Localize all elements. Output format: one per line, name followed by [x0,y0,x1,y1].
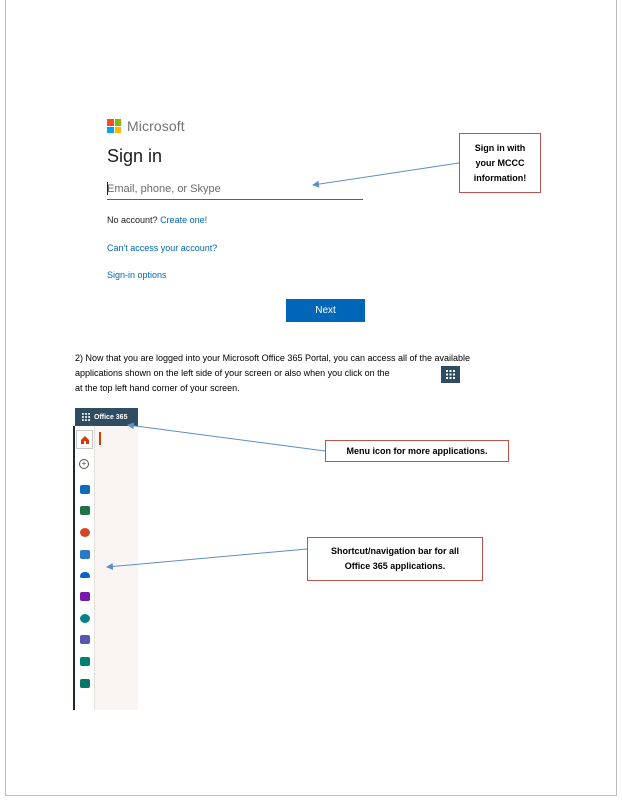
cant-access-link[interactable]: Can't access your account? [107,243,218,253]
shortcut-callout-line: Office 365 applications. [344,561,446,571]
page-title: Sign in [107,146,163,166]
instruction-line: at the top left hand corner of your screen. [75,383,240,393]
create-account-link[interactable]: Create one! [160,215,208,225]
shortcut-callout-line: Shortcut/navigation bar for all [330,546,459,556]
menu-callout: Menu icon for more applications. [325,440,509,462]
signin-callout-line: information! [473,172,527,183]
menu-arrow [128,425,325,451]
shortcut-arrow [107,549,307,567]
no-account-label: No account? [107,215,158,225]
next-button[interactable]: Next [286,299,365,322]
instruction-line: 2) Now that you are logged into your Microsoft Office 365 Portal, you can access all of the available [75,353,471,363]
signin-callout-line: your MCCC [475,157,525,168]
signin-arrow [313,163,459,185]
sign-in-options-link[interactable]: Sign-in options [107,270,167,280]
microsoft-brand-text: Microsoft [127,118,185,134]
instruction-line: applications shown on the left side of your screen or also when you click on the [75,368,390,378]
signin-callout-line: Sign in with [474,142,526,153]
create-icon[interactable]: + [79,459,89,469]
office365-title: Office 365 [94,413,128,421]
